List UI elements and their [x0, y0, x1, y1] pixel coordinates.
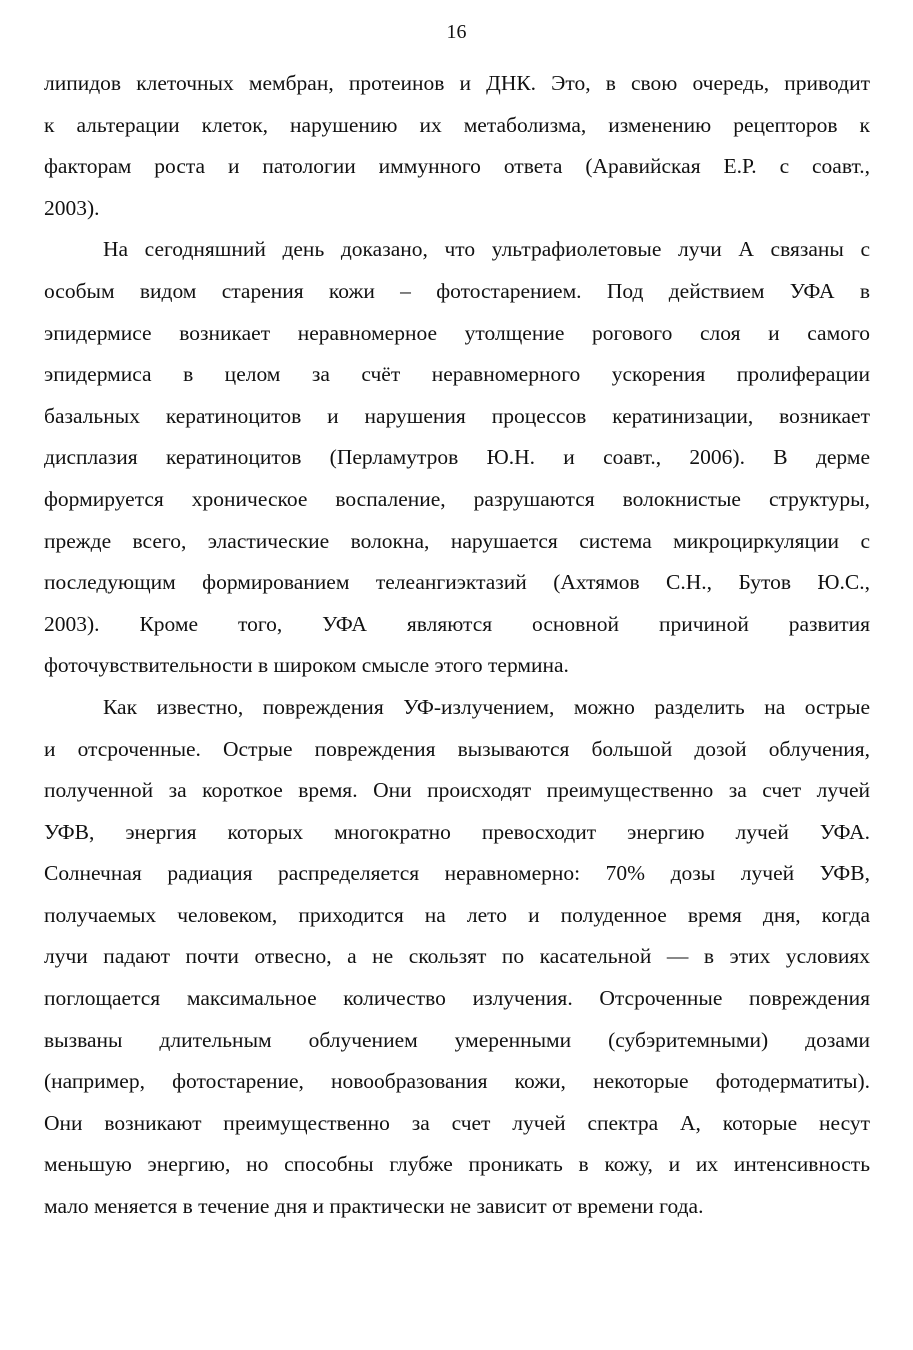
- page-number: 16: [446, 21, 467, 43]
- text-line: УФВ, энергия которых многократно превосходит энергию лучей УФА.: [44, 819, 870, 844]
- text-line: фоточувствительности в широком смысле этого термина.: [44, 653, 569, 678]
- text-line: полученной за короткое время. Они происходят преимущественно за счет лучей: [44, 778, 870, 803]
- text-line: Солнечная радиация распределяется неравномерно: 70% дозы лучей УФВ,: [44, 861, 870, 886]
- text-line: (например, фотостарение, новообразования кожи, некоторые фотодерматиты).: [44, 1069, 870, 1094]
- text-line: и отсроченные. Острые повреждения вызываются большой дозой облучения,: [44, 736, 870, 761]
- text-line: лучи падают почти отвесно, а не скользят по касательной — в этих условиях: [44, 944, 870, 969]
- text-line: эпидермиса в целом за счёт неравномерного ускорения пролиферации: [44, 362, 870, 387]
- text-line: последующим формированием телеангиэктазий (Ахтямов С.Н., Бутов Ю.С.,: [44, 570, 870, 595]
- document-body: [44, 63, 870, 1228]
- text-line: меньшую энергию, но способны глубже проникать в кожу, и их интенсивность: [44, 1152, 870, 1177]
- text-line: факторам роста и патологии иммунного ответа (Аравийская Е.Р. с соавт.,: [44, 154, 870, 179]
- text-line: базальных кератиноцитов и нарушения процессов кератинизации, возникает: [44, 403, 870, 428]
- text-line: вызваны длительным облучением умеренными (субэритемными) дозами: [44, 1027, 870, 1052]
- text-line: прежде всего, эластические волокна, нарушается система микроциркуляции с: [44, 528, 870, 553]
- text-line: 2003). Кроме того, УФА являются основной причиной развития: [44, 611, 870, 636]
- text-line: 2003).: [44, 195, 100, 220]
- text-line: эпидермисе возникает неравномерное утолщение рогового слоя и самого: [44, 320, 870, 345]
- paragraph: [44, 63, 870, 229]
- text-line: особым видом старения кожи – фотостарением. Под действием УФА в: [44, 278, 870, 303]
- text-line: На сегодняшний день доказано, что ультрафиолетовые лучи А связаны с: [103, 237, 870, 262]
- text-line: к альтерации клеток, нарушению их метаболизма, изменению рецепторов к: [44, 112, 870, 137]
- text-line: мало меняется в течение дня и практически не зависит от времени года.: [44, 1194, 704, 1219]
- text-line: липидов клеточных мембран, протеинов и ДНК. Это, в свою очередь, приводит: [44, 71, 870, 95]
- text-line: Они возникают преимущественно за счет лучей спектра А, которые несут: [44, 1110, 870, 1135]
- paragraph: [44, 229, 870, 687]
- text-line: поглощается максимальное количество излучения. Отсроченные повреждения: [44, 986, 870, 1011]
- text-line: получаемых человеком, приходится на лето и полуденное время дня, когда: [44, 902, 870, 927]
- text-line: формируется хроническое воспаление, разрушаются волокнистые структуры,: [44, 486, 870, 511]
- text-line: Как известно, повреждения УФ-излучением, можно разделить на острые: [103, 694, 870, 719]
- paragraph: [44, 687, 870, 1228]
- text-line: дисплазия кератиноцитов (Перламутров Ю.Н. и соавт., 2006). В дерме: [44, 445, 870, 470]
